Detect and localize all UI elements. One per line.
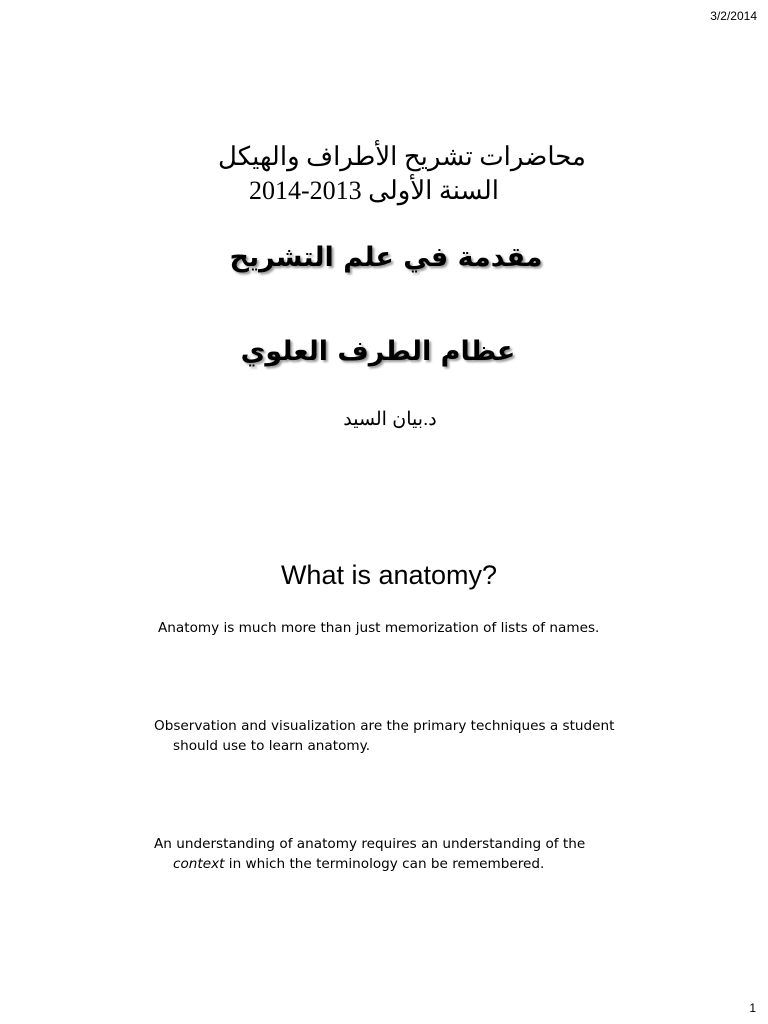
- paragraph-line: An understanding of anatomy requires an understanding of the: [154, 836, 586, 852]
- paragraph-line: should use to learn anatomy.: [173, 738, 371, 754]
- academic-year: السنة الأولى 2013-2014: [249, 176, 499, 205]
- paragraph-line: Observation and visualization are the primary techniques a student: [154, 718, 615, 734]
- paragraph-text: Anatomy is much more than just memorization of lists of names.: [158, 620, 600, 636]
- slide-title: What is anatomy?: [280, 560, 498, 590]
- title-slide: [150, 130, 618, 450]
- content-slide: [150, 556, 628, 896]
- date-stamp: 3/2/2014: [710, 9, 757, 23]
- paragraph-line-rest: in which the terminology can be remembered.: [224, 856, 545, 872]
- page-number: 1: [749, 1001, 756, 1015]
- lecture-subheading: عظام الطرف العلوي: [240, 336, 516, 367]
- author-name: د.بيان السيد: [343, 409, 437, 430]
- paragraph-line-continued: [154, 854, 585, 874]
- paragraph-observation: [154, 716, 614, 756]
- lecture-heading: مقدمة في علم التشريح: [229, 242, 543, 273]
- paragraph-context: [154, 834, 585, 874]
- paragraph-memorization: [158, 618, 599, 638]
- italic-term: context: [173, 856, 225, 872]
- course-title: محاضرات تشريح الأطراف والهيكل: [218, 142, 586, 171]
